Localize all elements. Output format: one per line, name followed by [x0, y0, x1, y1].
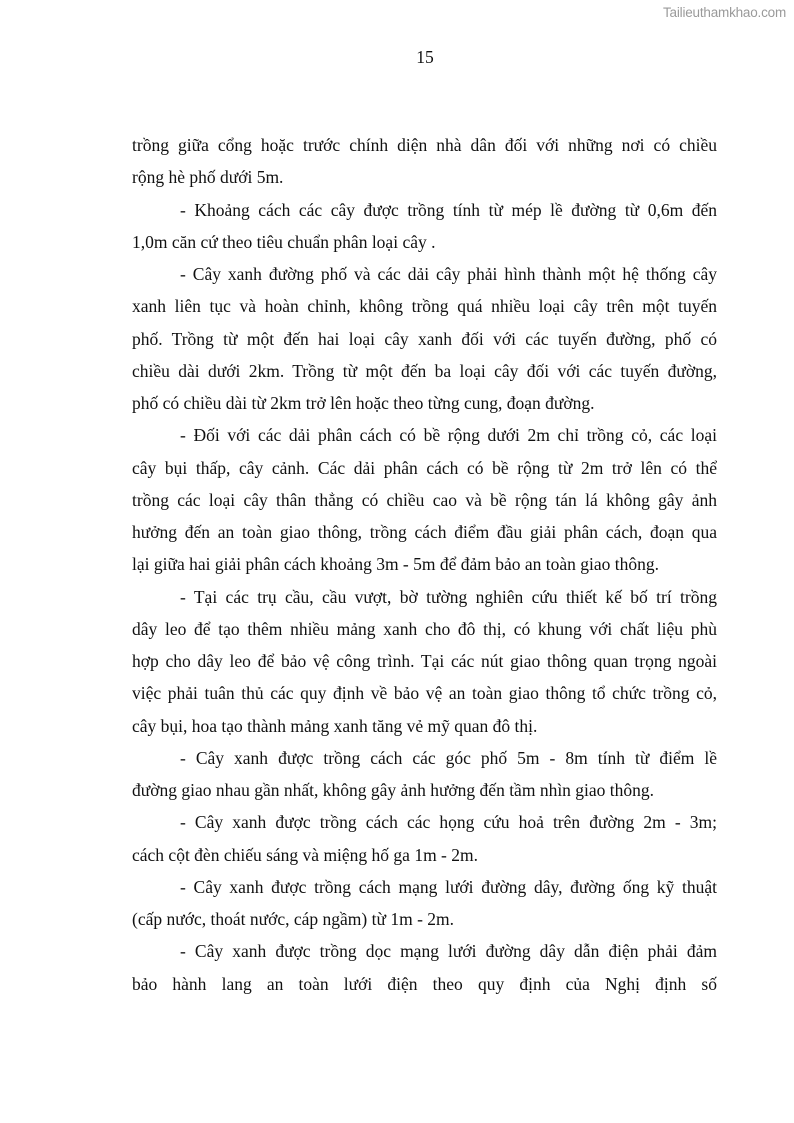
text-line: - Cây xanh được trồng cách các họng cứu hoả trên đường 2m - 3m; — [180, 812, 717, 833]
text-line: - Cây xanh được trồng cách các góc phố 5m - 8m tính từ điểm lề — [180, 747, 717, 768]
paragraph — [132, 871, 717, 936]
text-line: xanh liên tục và hoàn chỉnh, không trồng quá nhiều loại cây trên một tuyến — [132, 296, 717, 317]
paragraph — [132, 129, 717, 194]
text-line: 1,0m căn cứ theo tiêu chuẩn phân loại cây . — [132, 231, 436, 252]
text-line: cây bụi, hoa tạo thành mảng xanh tăng vẻ mỹ quan đô thị. — [132, 715, 538, 736]
text-line: cách cột đèn chiếu sáng và miệng hố ga 1m - 2m. — [132, 844, 479, 865]
watermark: Tailieuthamkhao.com — [662, 5, 786, 20]
text-line: - Cây xanh được trồng cách mạng lưới đường dây, đường ống kỹ thuật — [180, 876, 717, 897]
text-line: - Cây xanh được trồng dọc mạng lưới đường dây dẫn điện phải đảm — [180, 941, 717, 962]
text-line: trồng giữa cổng hoặc trước chính diện nhà dân đối với những nơi có chiều — [132, 135, 717, 155]
text-line: bảo hành lang an toàn lưới điện theo quy định của Nghị định số — [132, 973, 717, 994]
text-line: - Đối với các dải phân cách có bề rộng dưới 2m chỉ trồng cỏ, các loại — [180, 425, 717, 446]
paragraph — [132, 742, 717, 807]
text-line: hưởng đến an toàn giao thông, trồng cách điểm đầu giải phân cách, đoạn qua — [132, 522, 717, 542]
text-line: chiều dài dưới 2km. Trồng từ một đến ba loại cây đối với các tuyến đường, — [132, 360, 717, 381]
text-line: cây bụi thấp, cây cảnh. Các dải phân cách có bề rộng từ 2m trở lên có thể — [132, 457, 717, 478]
text-line: phố. Trồng từ một đến hai loại cây xanh đối với các tuyến đường, phố có — [132, 328, 717, 349]
text-line: lại giữa hai giải phân cách khoảng 3m - 5m để đảm bảo an toàn giao thông. — [132, 554, 660, 575]
paragraph — [132, 258, 717, 419]
text-line: trồng các loại cây thân thẳng có chiều cao và bề rộng tán lá không gây ảnh — [132, 489, 717, 510]
text-line: hợp cho dây leo để bảo vệ công trình. Tại các nút giao thông quan trọng ngoài — [132, 651, 717, 671]
text-line: rộng hè phố dưới 5m. — [132, 167, 284, 188]
text-line: (cấp nước, thoát nước, cáp ngầm) từ 1m - 2m. — [132, 909, 455, 929]
text-line: - Khoảng cách các cây được trồng tính từ mép lề đường từ 0,6m đến — [180, 199, 717, 220]
paragraph — [132, 194, 717, 259]
text-line: đường giao nhau gần nhất, không gây ảnh hưởng đến tầm nhìn giao thông. — [132, 780, 655, 800]
text-line: dây leo để tạo thêm nhiều mảng xanh cho đô thị, có khung với chất liệu phù — [132, 618, 717, 639]
text-line: việc phải tuân thủ các quy định về bảo vệ an toàn giao thông tổ chức trồng cỏ, — [132, 683, 717, 704]
page-number: 15 — [416, 47, 434, 67]
text-line: - Cây xanh đường phố và các dải cây phải hình thành một hệ thống cây — [180, 264, 717, 284]
paragraph — [132, 419, 717, 580]
text-line: phố có chiều dài từ 2km trở lên hoặc theo từng cung, đoạn đường. — [132, 393, 595, 413]
text-line: - Tại các trụ cầu, cầu vượt, bờ tường nghiên cứu thiết kế bố trí trồng — [180, 586, 717, 607]
paragraph — [132, 806, 717, 871]
document-body — [132, 129, 717, 1000]
paragraph — [132, 935, 717, 1000]
paragraph — [132, 581, 717, 742]
